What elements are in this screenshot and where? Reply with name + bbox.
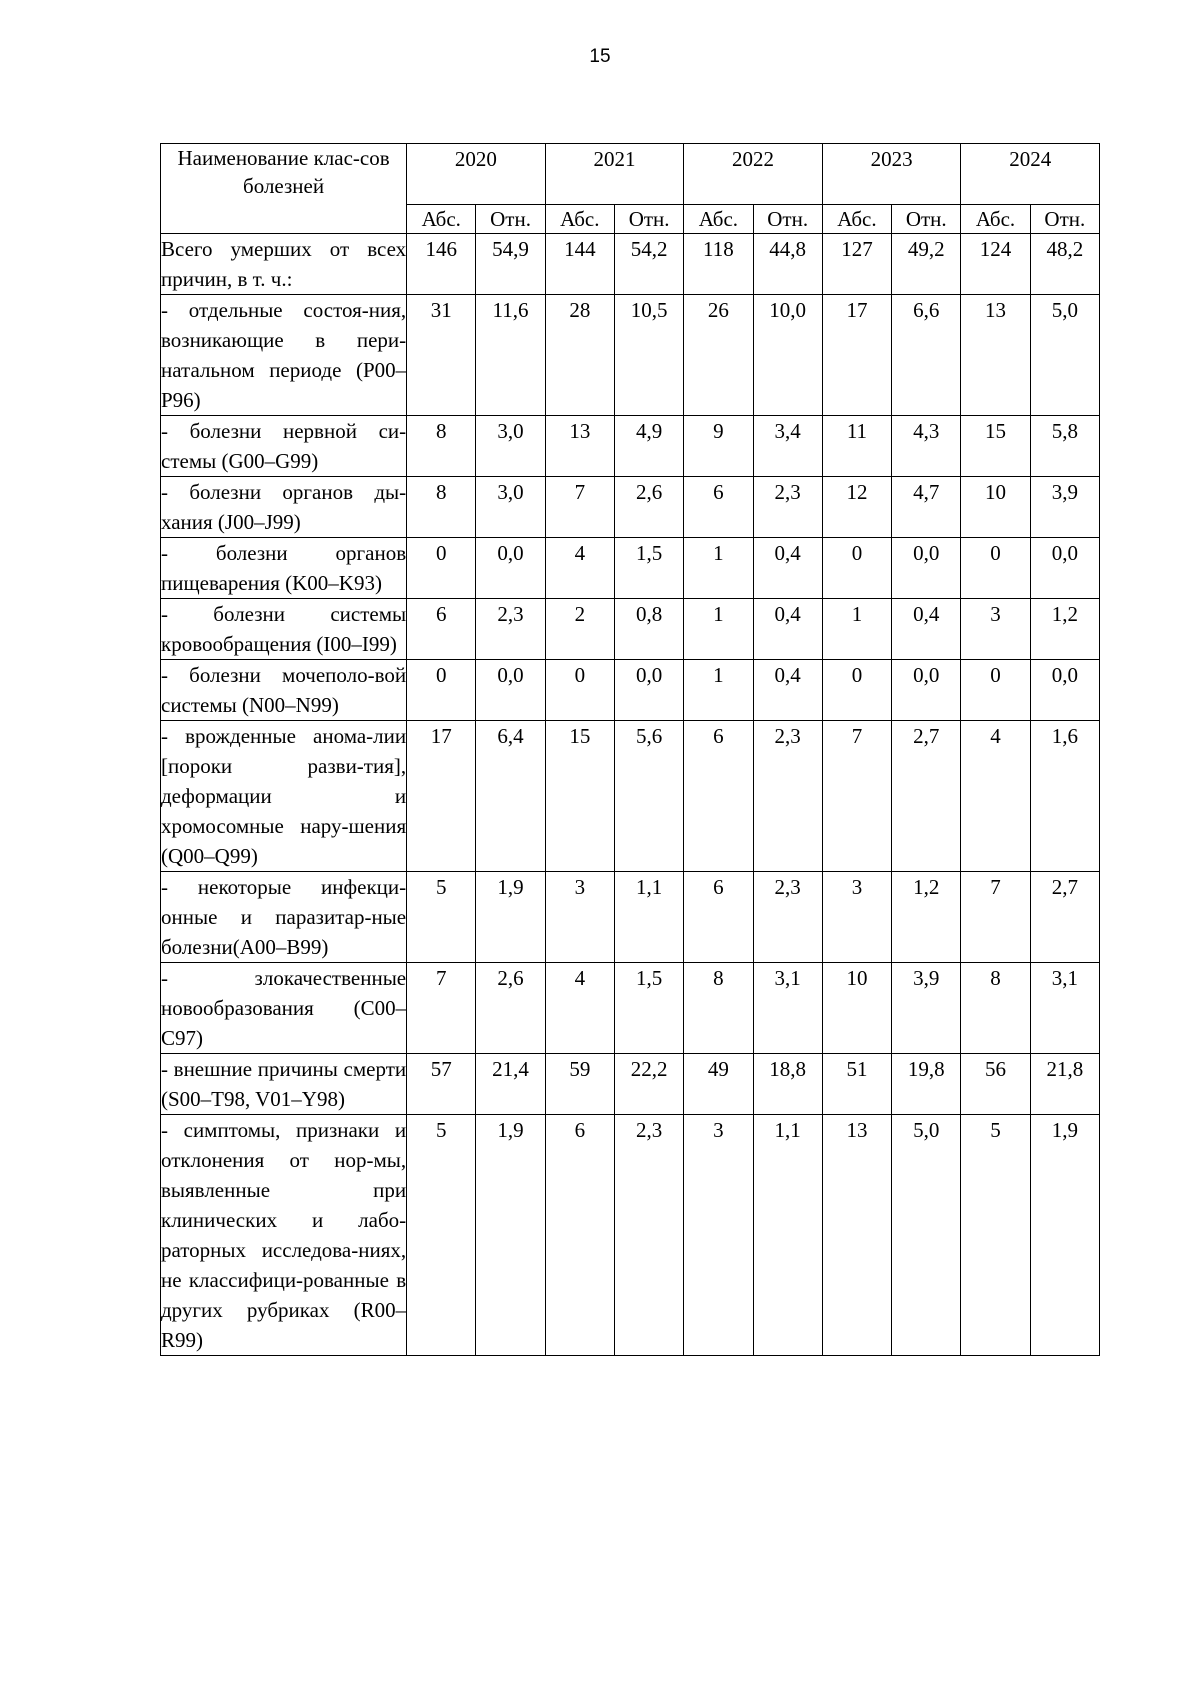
table-row [161, 660, 1100, 721]
abs-value: 7 [822, 721, 891, 872]
year-header-2024: 2024 [961, 144, 1100, 205]
rel-value: 0,4 [753, 599, 822, 660]
abs-value: 0 [822, 660, 891, 721]
rel-value: 0,4 [753, 660, 822, 721]
rel-value: 0,0 [1030, 660, 1099, 721]
abs-value: 10 [961, 477, 1030, 538]
rel-value: 1,6 [1030, 721, 1099, 872]
table-row [161, 538, 1100, 599]
abs-value: 28 [545, 295, 614, 416]
rel-value: 54,9 [476, 234, 545, 295]
abs-header: Абс. [407, 205, 476, 234]
rel-value: 10,5 [614, 295, 683, 416]
abs-value: 17 [407, 721, 476, 872]
rel-value: 5,8 [1030, 416, 1099, 477]
table-row [161, 234, 1100, 295]
rel-value: 1,2 [892, 872, 961, 963]
mortality-table [160, 143, 1100, 1356]
abs-value: 8 [961, 963, 1030, 1054]
abs-value: 15 [961, 416, 1030, 477]
disease-class-name: - злокачественные новообразования (C00–C97) [161, 963, 407, 1054]
abs-value: 146 [407, 234, 476, 295]
rel-value: 0,4 [892, 599, 961, 660]
rel-value: 6,4 [476, 721, 545, 872]
rel-value: 1,2 [1030, 599, 1099, 660]
page-number: 15 [589, 46, 611, 67]
abs-value: 3 [961, 599, 1030, 660]
rel-value: 5,0 [892, 1115, 961, 1356]
rel-value: 0,0 [476, 660, 545, 721]
table-row [161, 721, 1100, 872]
rel-header: Отн. [892, 205, 961, 234]
rel-value: 4,3 [892, 416, 961, 477]
rel-value: 1,5 [614, 963, 683, 1054]
rel-value: 0,4 [753, 538, 822, 599]
abs-value: 1 [684, 660, 753, 721]
abs-value: 11 [822, 416, 891, 477]
rel-header: Отн. [1030, 205, 1099, 234]
rel-value: 1,9 [476, 872, 545, 963]
abs-value: 49 [684, 1054, 753, 1115]
rel-value: 11,6 [476, 295, 545, 416]
year-header-2022: 2022 [684, 144, 823, 205]
abs-value: 6 [407, 599, 476, 660]
rel-value: 2,7 [892, 721, 961, 872]
abs-value: 12 [822, 477, 891, 538]
abs-value: 0 [961, 660, 1030, 721]
rel-value: 19,8 [892, 1054, 961, 1115]
rel-value: 0,8 [614, 599, 683, 660]
disease-class-name: - внешние причины смерти (S00–T98, V01–Y98) [161, 1054, 407, 1115]
abs-value: 0 [545, 660, 614, 721]
year-header-2023: 2023 [822, 144, 961, 205]
abs-value: 4 [961, 721, 1030, 872]
abs-value: 59 [545, 1054, 614, 1115]
year-header-2020: 2020 [407, 144, 546, 205]
rel-value: 1,9 [476, 1115, 545, 1356]
table-row [161, 963, 1100, 1054]
abs-value: 3 [545, 872, 614, 963]
rel-value: 3,0 [476, 416, 545, 477]
abs-value: 7 [407, 963, 476, 1054]
rel-value: 49,2 [892, 234, 961, 295]
abs-value: 3 [822, 872, 891, 963]
table-row [161, 872, 1100, 963]
abs-value: 6 [684, 721, 753, 872]
abs-header: Абс. [684, 205, 753, 234]
disease-class-name: - болезни нервной си-стемы (G00–G99) [161, 416, 407, 477]
abs-value: 5 [407, 1115, 476, 1356]
rel-header: Отн. [753, 205, 822, 234]
table-body [161, 234, 1100, 1356]
rel-value: 0,0 [476, 538, 545, 599]
rel-value: 3,4 [753, 416, 822, 477]
abs-value: 144 [545, 234, 614, 295]
abs-value: 1 [684, 538, 753, 599]
disease-class-header: Наименование клас-сов болезней [161, 144, 407, 234]
abs-header: Абс. [545, 205, 614, 234]
abs-value: 10 [822, 963, 891, 1054]
abs-value: 127 [822, 234, 891, 295]
year-header-2021: 2021 [545, 144, 684, 205]
rel-value: 2,6 [476, 963, 545, 1054]
abs-value: 17 [822, 295, 891, 416]
rel-value: 2,7 [1030, 872, 1099, 963]
rel-value: 10,0 [753, 295, 822, 416]
rel-value: 3,9 [1030, 477, 1099, 538]
abs-value: 2 [545, 599, 614, 660]
abs-value: 31 [407, 295, 476, 416]
rel-value: 3,1 [1030, 963, 1099, 1054]
rel-value: 0,0 [1030, 538, 1099, 599]
abs-value: 4 [545, 963, 614, 1054]
rel-value: 21,8 [1030, 1054, 1099, 1115]
abs-value: 57 [407, 1054, 476, 1115]
disease-class-name: - болезни органов пищеварения (K00–K93) [161, 538, 407, 599]
rel-value: 5,6 [614, 721, 683, 872]
abs-value: 9 [684, 416, 753, 477]
table-row [161, 416, 1100, 477]
disease-class-name: - болезни системы кровообращения (I00–I99) [161, 599, 407, 660]
abs-value: 7 [961, 872, 1030, 963]
abs-value: 5 [961, 1115, 1030, 1356]
abs-value: 0 [961, 538, 1030, 599]
abs-value: 56 [961, 1054, 1030, 1115]
abs-value: 1 [822, 599, 891, 660]
abs-value: 6 [684, 872, 753, 963]
abs-value: 51 [822, 1054, 891, 1115]
rel-value: 1,1 [614, 872, 683, 963]
table-row [161, 1115, 1100, 1356]
disease-class-name: - отдельные состоя-ния, возникающие в пери-натальном периоде (P00–P96) [161, 295, 407, 416]
rel-value: 0,0 [892, 660, 961, 721]
rel-value: 54,2 [614, 234, 683, 295]
rel-value: 1,1 [753, 1115, 822, 1356]
disease-class-name: - некоторые инфекци-онные и паразитар-ные болезни(A00–B99) [161, 872, 407, 963]
rel-value: 2,3 [753, 872, 822, 963]
rel-value: 5,0 [1030, 295, 1099, 416]
abs-value: 124 [961, 234, 1030, 295]
abs-value: 0 [407, 538, 476, 599]
abs-value: 13 [545, 416, 614, 477]
rel-value: 1,9 [1030, 1115, 1099, 1356]
rel-value: 1,5 [614, 538, 683, 599]
disease-class-name: - болезни мочеполо-вой системы (N00–N99) [161, 660, 407, 721]
rel-header: Отн. [614, 205, 683, 234]
abs-header: Абс. [961, 205, 1030, 234]
abs-value: 118 [684, 234, 753, 295]
rel-value: 0,0 [614, 660, 683, 721]
rel-value: 3,0 [476, 477, 545, 538]
abs-value: 8 [684, 963, 753, 1054]
table-row [161, 477, 1100, 538]
rel-value: 18,8 [753, 1054, 822, 1115]
disease-class-name: - болезни органов ды-хания (J00–J99) [161, 477, 407, 538]
abs-value: 0 [407, 660, 476, 721]
rel-value: 2,3 [753, 721, 822, 872]
rel-value: 3,9 [892, 963, 961, 1054]
rel-value: 22,2 [614, 1054, 683, 1115]
rel-value: 21,4 [476, 1054, 545, 1115]
abs-value: 8 [407, 416, 476, 477]
abs-value: 6 [545, 1115, 614, 1356]
table-row [161, 295, 1100, 416]
rel-value: 0,0 [892, 538, 961, 599]
rel-value: 3,1 [753, 963, 822, 1054]
rel-value: 2,3 [753, 477, 822, 538]
table-row [161, 599, 1100, 660]
abs-value: 7 [545, 477, 614, 538]
abs-value: 4 [545, 538, 614, 599]
abs-value: 13 [961, 295, 1030, 416]
rel-value: 48,2 [1030, 234, 1099, 295]
abs-value: 26 [684, 295, 753, 416]
abs-value: 6 [684, 477, 753, 538]
table-header [161, 144, 1100, 234]
table-row [161, 1054, 1100, 1115]
disease-class-name: - врожденные анома-лии [пороки разви-тия], деформации и хромосомные нару-шения (Q00–Q99) [161, 721, 407, 872]
abs-value: 13 [822, 1115, 891, 1356]
abs-value: 1 [684, 599, 753, 660]
rel-value: 2,3 [476, 599, 545, 660]
disease-class-name: - симптомы, признаки и отклонения от нор-мы, выявленные при клинических и лабо-раторных исследова-ниях, не классифици-рованные в других рубриках (R00–R99) [161, 1115, 407, 1356]
rel-value: 44,8 [753, 234, 822, 295]
disease-class-name: Всего умерших от всех причин, в т. ч.: [161, 234, 407, 295]
rel-value: 2,3 [614, 1115, 683, 1356]
abs-value: 8 [407, 477, 476, 538]
abs-value: 0 [822, 538, 891, 599]
abs-header: Абс. [822, 205, 891, 234]
abs-value: 3 [684, 1115, 753, 1356]
rel-value: 2,6 [614, 477, 683, 538]
rel-value: 4,9 [614, 416, 683, 477]
rel-header: Отн. [476, 205, 545, 234]
abs-value: 5 [407, 872, 476, 963]
rel-value: 4,7 [892, 477, 961, 538]
abs-value: 15 [545, 721, 614, 872]
rel-value: 6,6 [892, 295, 961, 416]
